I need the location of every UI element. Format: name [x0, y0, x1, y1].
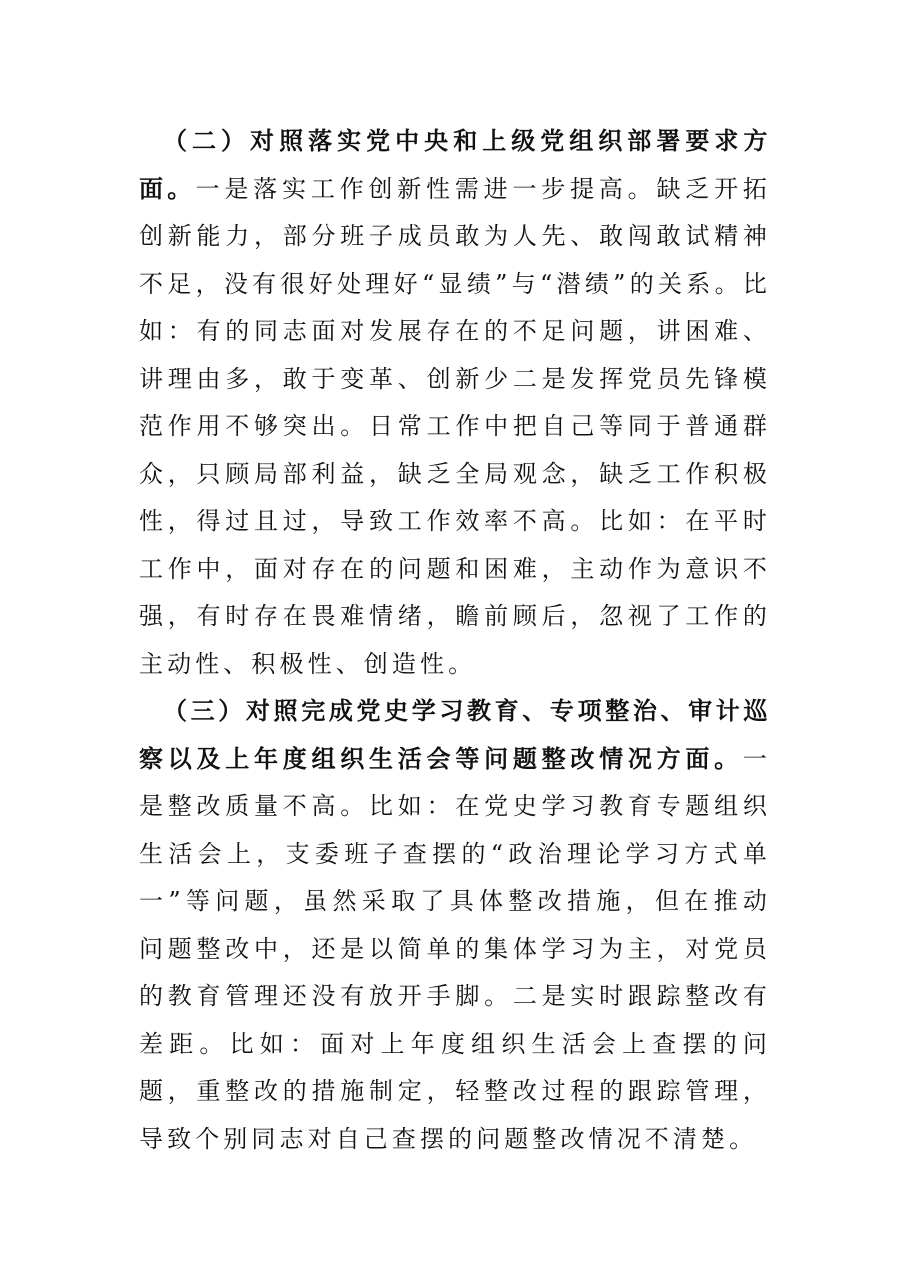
section-two-text: 一是落实工作创新性需进一步提高。缺乏开拓创新能力，部分班子成员敢为人先、敢闯敢试精神不足，没有很好处理好“显绩”与“潜绩”的关系。比如：有的同志面对发展存在的不足问题，讲困难、讲理由多，敢于变革、创新少二是发挥党员先锋模范作用不够突出。日常工作中把自己等同于普通群众，只顾局部利益，缺乏全局观念，缺乏工作积极性，得过且过，导致工作效率不高。比如：在平时工作中，面对存在的问题和困难，主动作为意识不强，有时存在畏难情绪，瞻前顾后，忽视了工作的主动性、积极性、创造性。 [139, 174, 771, 678]
section-three-text: 一是整改质量不高。比如：在党史学习教育专题组织生活会上，支委班子查摆的“政治理论学习方式单一”等问题，虽然采取了具体整改措施，但在推动问题整改中，还是以简单的集体学习为主，对党员的教育管理还没有放开手脚。二是实时跟踪整改有差距。比如：面对上年度组织生活会上查摆的问题，重整改的措施制定，轻整改过程的跟踪管理，导致个别同志对自己查摆的问题整改情况不清楚。 [139, 744, 771, 1153]
section-two-heading: （二）对照落实党中央和上级党组织部署要求方面。 [139, 127, 771, 203]
paragraph-section-three [139, 688, 771, 1163]
section-three-heading: （三）对照完成党史学习教育、专项整治、审计巡察以及上年度组织生活会等问题整改情况方面。 [139, 697, 771, 773]
paragraph-section-two [139, 118, 771, 688]
document-body [139, 118, 771, 1163]
